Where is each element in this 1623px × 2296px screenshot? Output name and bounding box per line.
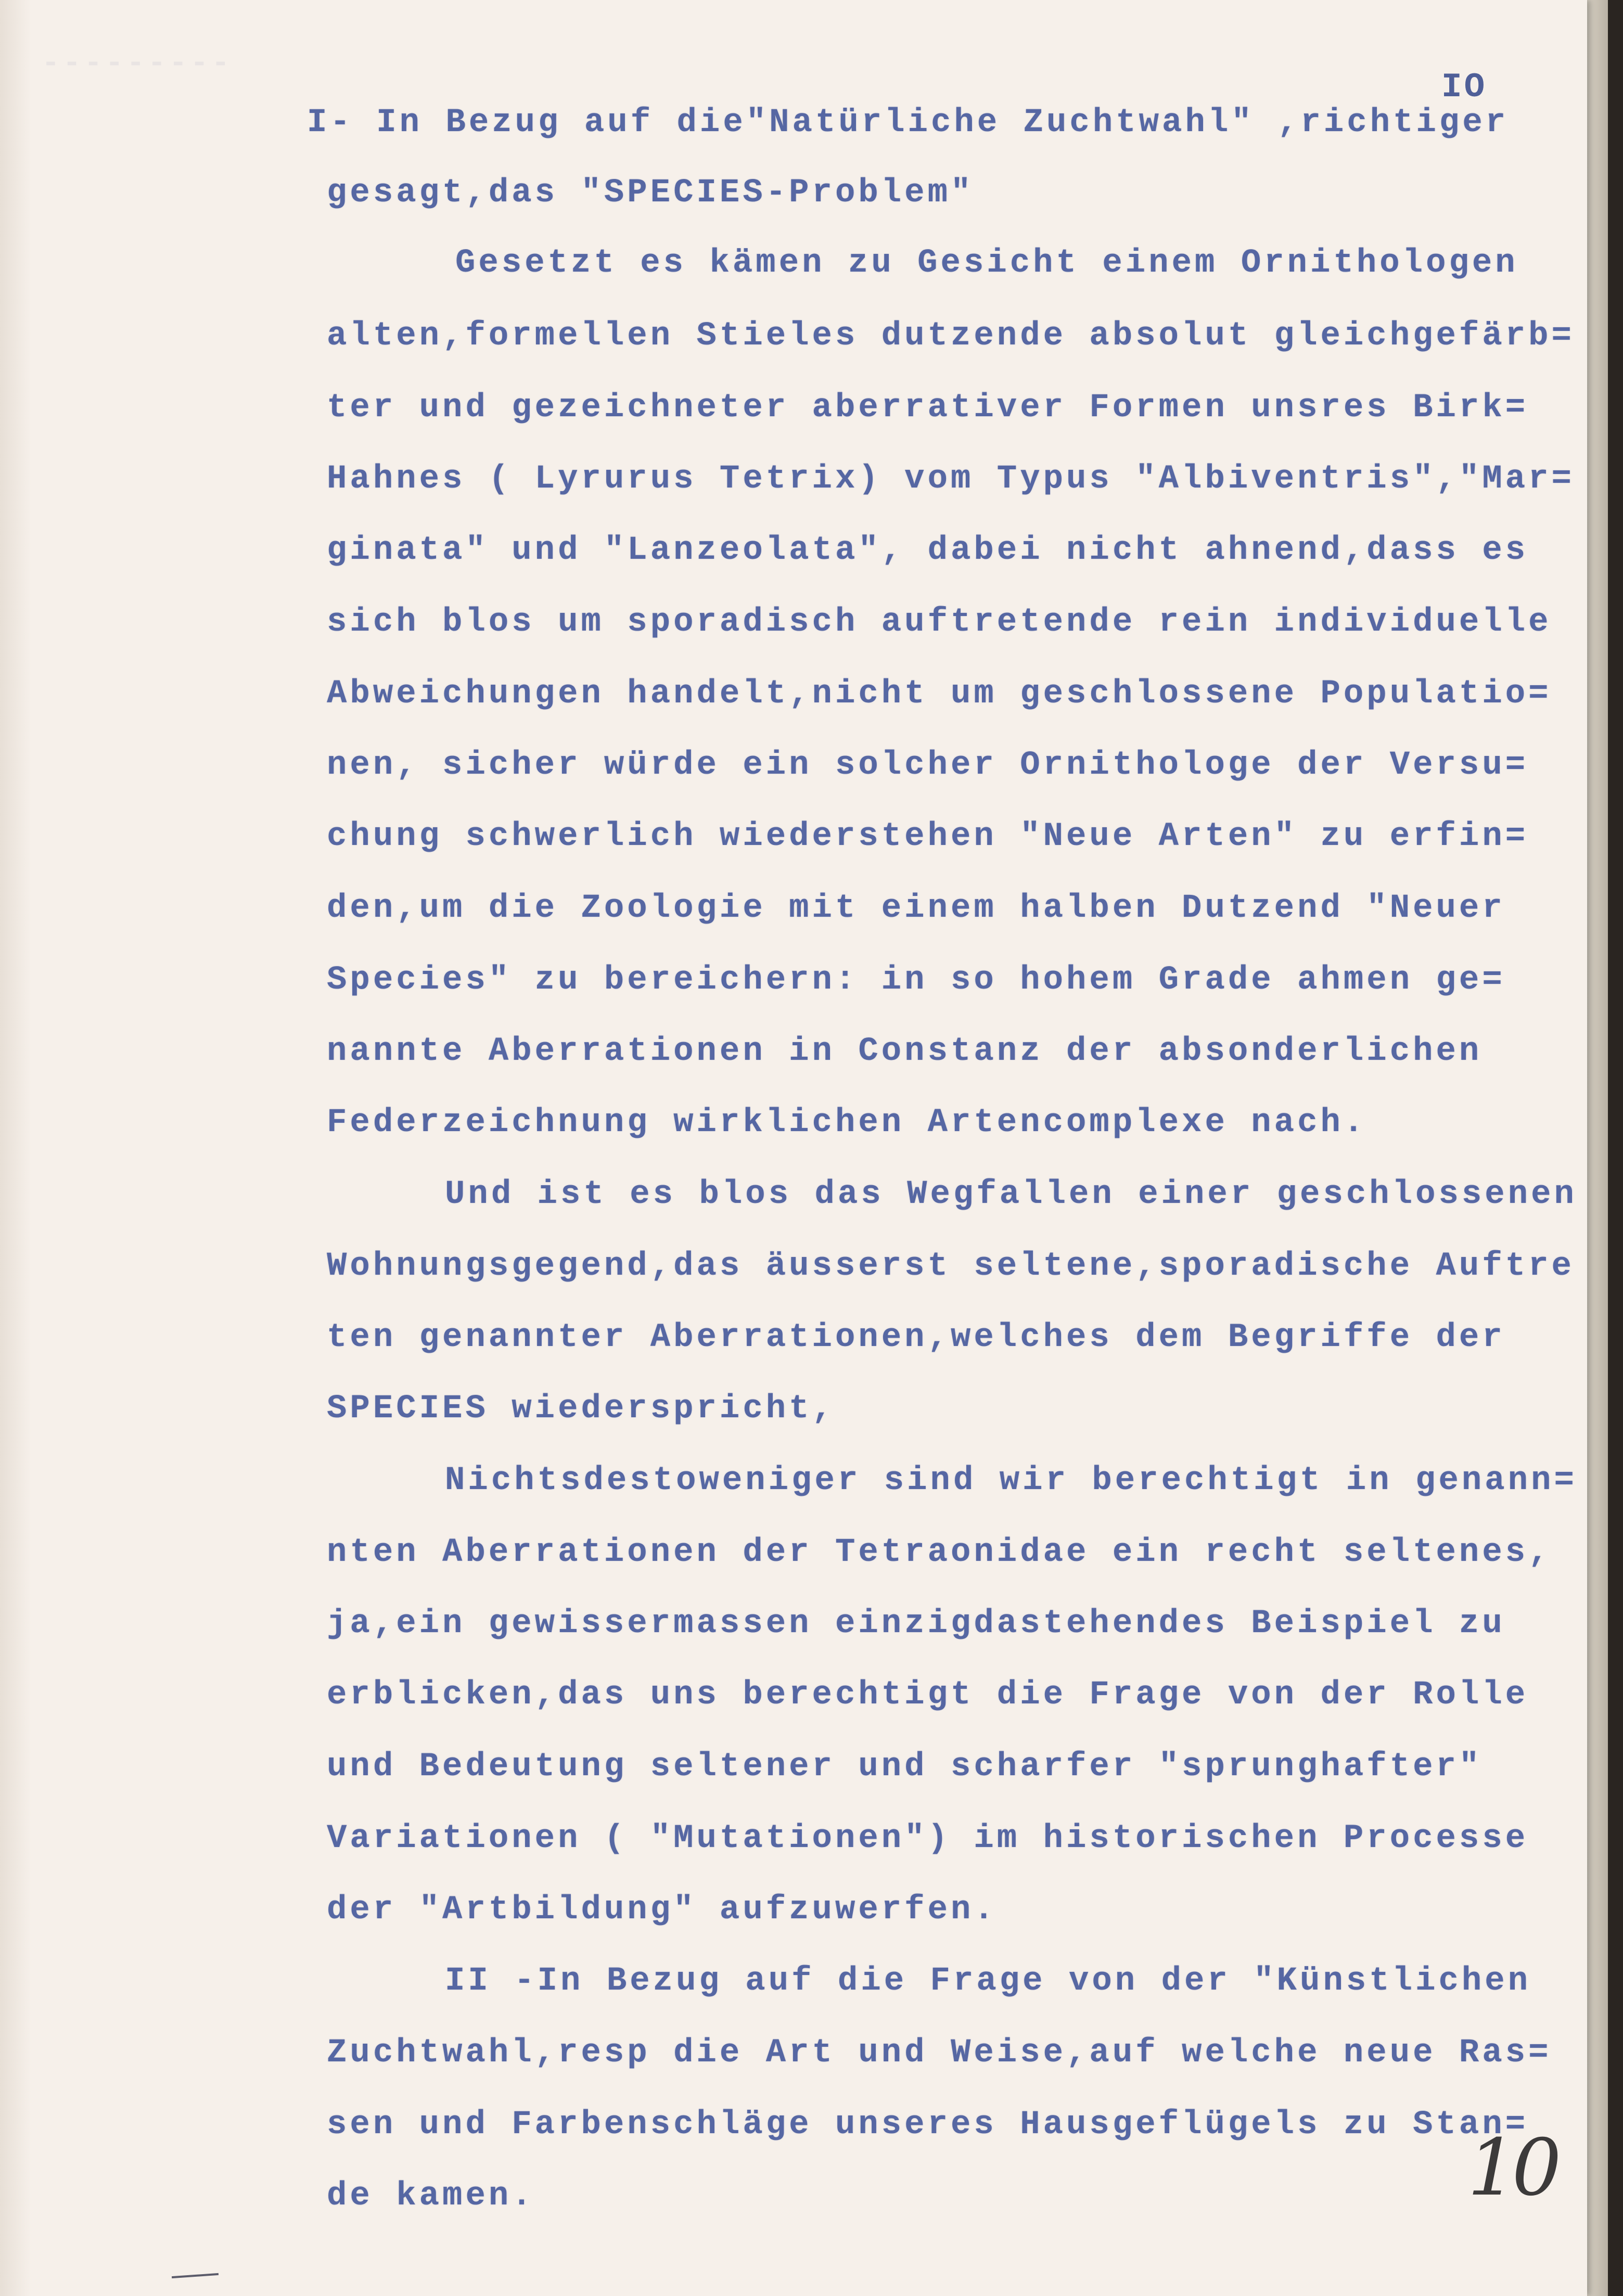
text-line: gesagt,das "SPECIES-Problem" — [327, 174, 974, 212]
text-line: nten Aberrationen der Tetraonidae ein recht seltenes, — [327, 1534, 1552, 1571]
handwritten-folio-number: 10 — [1467, 2123, 1556, 2213]
text-line: erblicken,das uns berechtigt die Frage von der Rolle — [327, 1676, 1529, 1714]
text-line: nen, sicher würde ein solcher Ornithologe der Versu= — [327, 747, 1529, 784]
text-line: Species" zu bereichern: in so hohem Grade ahmen ge= — [327, 961, 1505, 999]
text-line: Zuchtwahl,resp die Art und Weise,auf welche neue Ras= — [327, 2034, 1552, 2072]
text-line: sich blos um sporadisch auftretende rein individuelle — [327, 604, 1552, 641]
text-line: Federzeichnung wirklichen Artencomplexe nach. — [327, 1104, 1367, 1141]
text-line: nannte Aberrationen in Constanz der absonderlichen — [327, 1033, 1483, 1070]
text-line: Variationen ( "Mutationen") im historischen Processe — [327, 1820, 1529, 1857]
text-line: II -In Bezug auf die Frage von der "Künstlichen — [445, 1962, 1531, 2000]
text-line: Hahnes ( Lyrurus Tetrix) vom Typus "Albiventris","Mar= — [327, 460, 1575, 498]
text-line: Nichtsdestoweniger sind wir berechtigt in genann= — [445, 1462, 1577, 1499]
text-line: Gesetzt es kämen zu Gesicht einem Ornithologen — [455, 245, 1518, 282]
text-line: chung schwerlich wiederstehen "Neue Arten" zu erfin= — [327, 818, 1529, 855]
text-line: ginata" und "Lanzeolata", dabei nicht ahnend,dass es — [327, 532, 1529, 569]
page-number: IO — [1441, 68, 1487, 107]
text-line: der "Artbildung" aufzuwerfen. — [327, 1891, 997, 1929]
text-line: Abweichungen handelt,nicht um geschlossene Populatio= — [327, 675, 1552, 713]
text-line: alten,formellen Stieles dutzende absolut gleichgefärb= — [327, 317, 1575, 355]
text-line: SPECIES wiederspricht, — [327, 1390, 835, 1428]
text-line: Und ist es blos das Wegfallen einer geschlossenen — [445, 1176, 1577, 1213]
text-line: de kamen. — [327, 2177, 535, 2215]
text-line: ja,ein gewissermassen einzigdastehendes Beispiel zu — [327, 1605, 1505, 1643]
text-line: ter und gezeichneter aberrativer Formen unsres Birk= — [327, 389, 1529, 427]
text-line: ten genannter Aberrationen,welches dem Begriffe der — [327, 1319, 1505, 1356]
text-line: I- In Bezug auf die"Natürliche Zuchtwahl" ,richtiger — [307, 104, 1509, 142]
bleed-through-text: ‐‐‐‐‐‐‐‐‐ — [42, 47, 233, 81]
text-line: Wohnungsgegend,das äusserst seltene,sporadische Auftre — [327, 1248, 1575, 1285]
text-line: den,um die Zoologie mit einem halben Dutzend "Neuer — [327, 890, 1505, 927]
text-line: und Bedeutung seltener und scharfer "sprunghafter" — [327, 1748, 1483, 1786]
text-line: sen und Farbenschläge unseres Hausgeflügels zu Stan= — [327, 2106, 1529, 2144]
